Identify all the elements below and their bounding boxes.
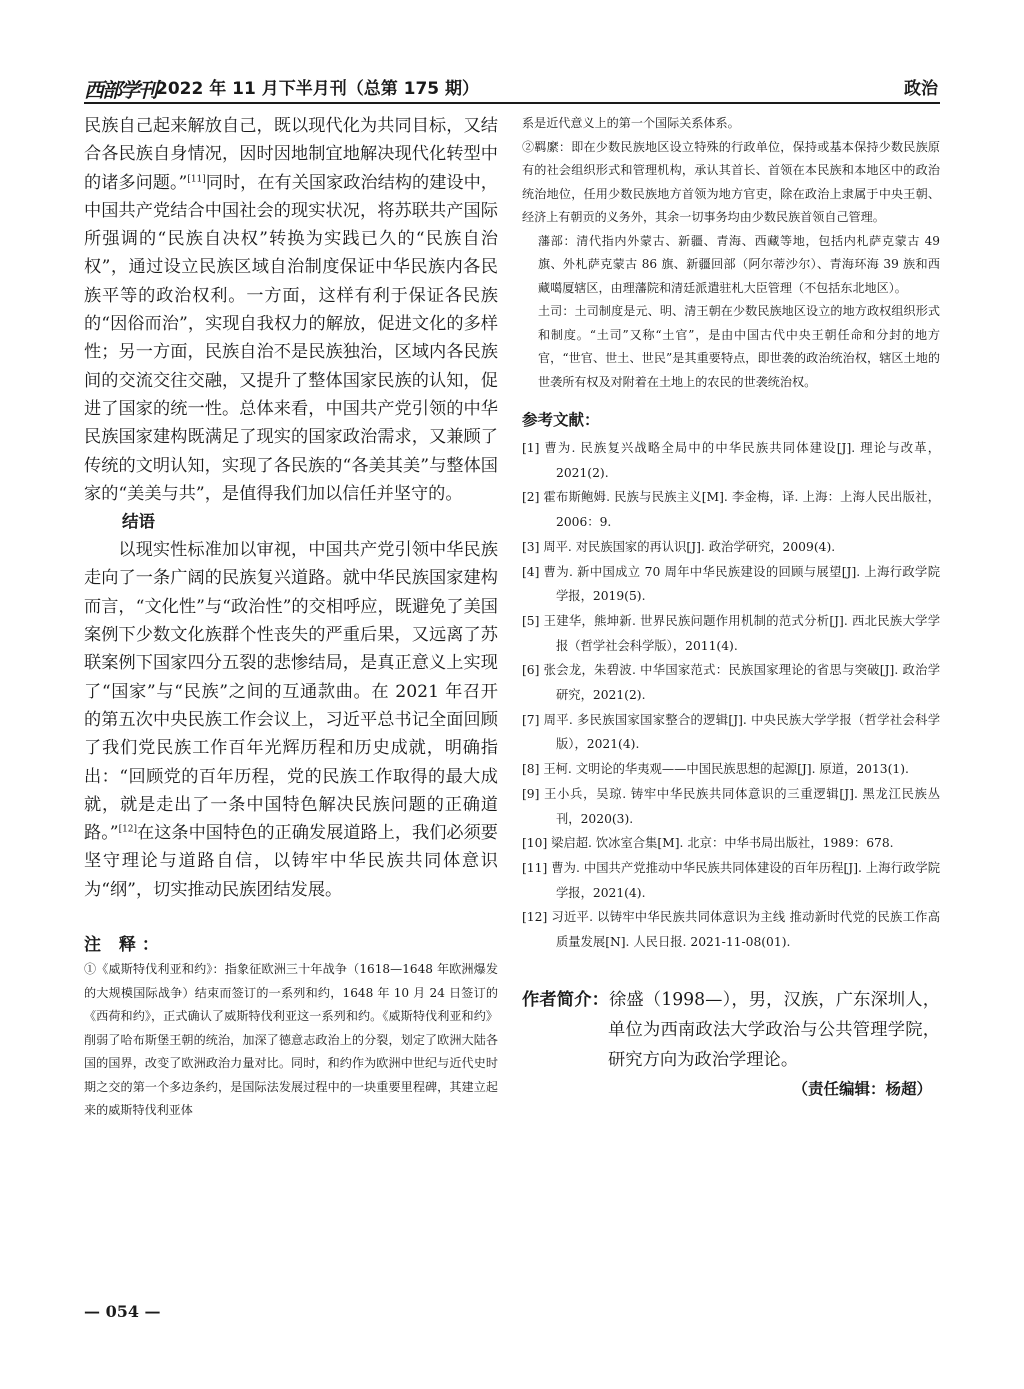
note-1-continued: 系是近代意义上的第一个国际关系体系。 bbox=[522, 116, 740, 130]
reference-item: [8] 王柯. 文明论的华夷观——中国民族思想的起源[J]. 原道，2013(1). bbox=[522, 762, 909, 777]
references-title: 参考文献： bbox=[522, 411, 600, 429]
reference-item: [5] 王建华，熊坤新. 世界民族问题作用机制的范式分析[J]. 西北民族大学学报（哲学社会科学版），2011(4). bbox=[522, 613, 940, 653]
paragraph-1-text-a: 民族自己起来解放自己，既以现代化为共同目标，又结合各民族自身情况，因时因地制宜地解决现代化转型中的诸多问题。” bbox=[84, 116, 498, 193]
paragraph-2 bbox=[84, 536, 498, 904]
reference-item: [2] 霍布斯鲍姆. 民族与民族主义[M]. 李金梅，译. 上海：上海人民出版社，2006：9. bbox=[522, 490, 940, 530]
note-1: ①《威斯特伐利亚和约》：指象征欧洲三十年战争（1618—1648 年欧洲爆发的大规模国际战争）结束而签订的一系列和约，1648 年 10 月 24 日签订的《西荷和约》，正式确认了威斯特伐利亚这一系列和约。《威斯特伐利亚和约》削弱了哈布斯堡王朝的统治，加深了德意志政治上的分裂，划定了欧洲大陆各国的国界，改变了欧洲政治力量对比。同时，和约作为欧洲中世纪与近代史时期之交的第一个多边条约，是国际法发展过程中的一块重要里程碑，其建立起来的威斯特伐利亚体 bbox=[84, 962, 498, 1118]
notes-left bbox=[84, 958, 498, 1123]
reference-item: [10] 梁启超. 饮冰室合集[M]. 北京：中华书局出版社，1989：678. bbox=[522, 836, 894, 851]
author-bio bbox=[522, 985, 940, 1075]
note-tusi: 土司：土司制度是元、明、清王朝在少数民族地区设立的地方政权组织形式和制度。“土司”又称“土官”，是由中国古代中央王朝任命和分封的地方官，“世官、世土、世民”是其重要特点，即世袭的政治统治权，辖区土地的世袭所有权及对附着在土地上的农民的世袭统治权。 bbox=[538, 304, 940, 389]
journal-logo: 西部学刊 bbox=[84, 78, 156, 102]
citation-11: [11] bbox=[187, 173, 206, 184]
reference-item: [11] 曹为. 中国共产党推动中华民族共同体建设的百年历程[J]. 上海行政学院学报，2021(4). bbox=[522, 860, 940, 900]
references-list bbox=[522, 436, 940, 955]
reference-item: [12] 习近平. 以铸牢中华民族共同体意识为主线 推动新时代党的民族工作高质量发展[N]. 人民日报. 2021-11-08(01). bbox=[522, 910, 940, 950]
left-column bbox=[84, 112, 498, 1123]
reference-item: [1] 曹为. 民族复兴战略全局中的中华民族共同体建设[J]. 理论与改革，2021(2). bbox=[522, 441, 940, 480]
issue-info: 2022 年 11 月下半月刊（总第 175 期） bbox=[156, 79, 480, 99]
citation-12: [12] bbox=[118, 824, 138, 835]
main-body bbox=[84, 112, 498, 904]
paragraph-1-text-b: 同时，在有关国家政治结构的建设中，中国共产党结合中国社会的现实状况，将苏联共产国际所强调的“民族自决权”转换为实践已久的“民族自治权”，通过设立民族区域自治制度保证中华民族内各民族平等的政治权利。一方面，这样有利于保证各民族的“因俗而治”，实现自我权力的解放，促进文化的多样性；另一方面，民族自治不是民族独治，区域内各民族间的交流交往交融，又提升了整体国家民族的认知，促进了国家的统一性。总体来看，中国共产党引领的中华民族国家建构既满足了现实的国家政治需求，又兼顾了传统的文明认知，实现了各民族的“各美其美”与整体国家的“美美与共”，是值得我们加以信任并坚守的。 bbox=[84, 172, 498, 504]
reference-item: [3] 周平. 对民族国家的再认识[J]. 政治学研究，2009(4). bbox=[522, 539, 836, 554]
reference-item: [9] 王小兵，吴琼. 铸牢中华民族共同体意识的三重逻辑[J]. 黑龙江民族丛刊，2020(3). bbox=[522, 786, 940, 826]
author-text: 徐盛（1998—），男，汉族，广东深圳人，单位为西南政法大学政治与公共管理学院，研究方向为政治学理论。 bbox=[608, 989, 940, 1070]
reference-item: [6] 张会龙，朱碧波. 中华国家范式：民族国家理论的省思与突破[J]. 政治学研究，2021(2). bbox=[522, 663, 940, 703]
conclusion-heading: 结语 bbox=[122, 512, 155, 532]
note-2: ②羁縻：即在少数民族地区设立特殊的行政单位，保持或基本保持少数民族原有的社会组织形式和管理机构，承认其首长、首领在本民族和本地区中的政治统治地位，任用少数民族地方首领为地方官吏，除在政治上隶属于中央王朝、经济上有朝贡的义务外，其余一切事务均由少数民族首领自己管理。 bbox=[522, 139, 940, 224]
section-name: 政治 bbox=[904, 79, 938, 99]
paragraph-2-text-b: 在这条中国特色的正确发展道路上，我们必须要坚守理论与道路自信，以铸牢中华民族共同体意识为“纲”，切实推动民族团结发展。 bbox=[84, 823, 498, 900]
reference-item: [7] 周平. 多民族国家国家整合的逻辑[J]. 中央民族大学学报（哲学社会科学版），2021(4). bbox=[522, 712, 940, 752]
note-fanbu: 藩部：清代指内外蒙古、新疆、青海、西藏等地，包括内札萨克蒙古 49 旗、外札萨克蒙古 86 旗、新疆回部（阿尔蒂沙尔）、青海环海 39 族和西藏噶厦辖区，由理藩院和清廷派遣驻札大臣管理（不包括东北地区）。 bbox=[538, 233, 940, 295]
reference-item: [4] 曹为. 新中国成立 70 周年中华民族建设的回顾与展望[J]. 上海行政学院学报，2019(5). bbox=[522, 564, 940, 604]
right-column bbox=[522, 112, 940, 1103]
page-number: — 054 — bbox=[84, 1302, 161, 1321]
running-header bbox=[84, 72, 940, 104]
notes-title: 注 释： bbox=[84, 935, 165, 956]
notes-right bbox=[522, 112, 940, 394]
author-label: 作者简介： bbox=[522, 989, 609, 1010]
paragraph-1 bbox=[84, 112, 498, 508]
paragraph-2-text-a: 以现实性标准加以审视，中国共产党引领中华民族走向了一条广阔的民族复兴道路。就中华民族国家建构而言，“文化性”与“政治性”的交相呼应，既避免了美国案例下少数文化族群个性丧失的严重后果，又远离了苏联案例下国家四分五裂的悲惨结局，是真正意义上实现了“国家”与“民族”之间的互通款曲。在 2021 年召开的第五次中央民族工作会议上，习近平总书记全面回顾了我们党民族工作百年光辉历程和历史成就，明确指出：“回顾党的百年历程，党的民族工作取得的最大成就，就是走出了一条中国特色解决民族问题的正确道路。” bbox=[84, 540, 498, 844]
responsible-editor: （责任编辑：杨超） bbox=[792, 1079, 932, 1098]
